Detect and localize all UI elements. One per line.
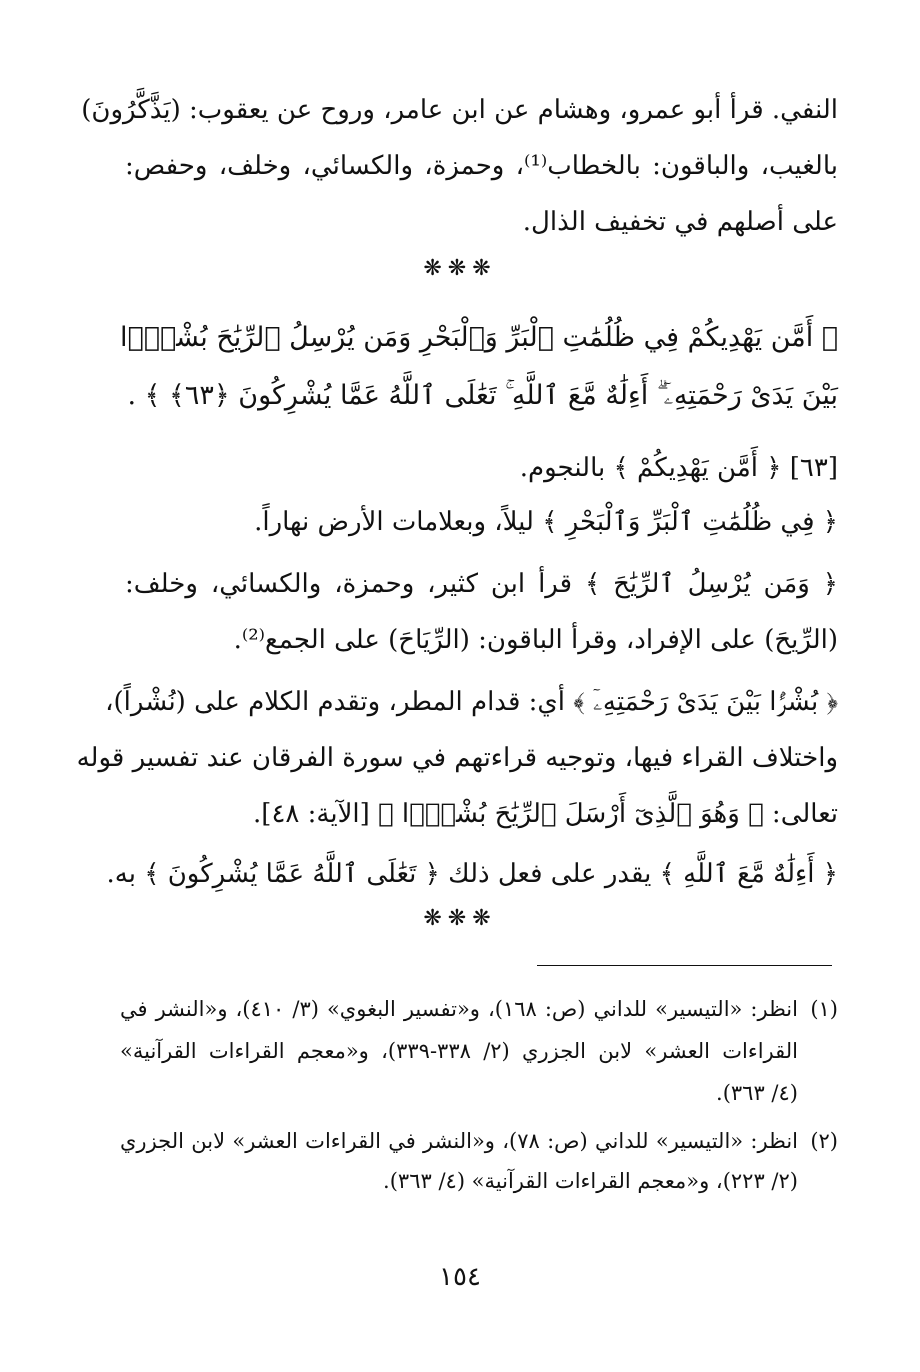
commentary-line-4: (الرِّيحَ) على الإفراد، وقرأ الباقون: (الرِّيَاحَ) على الجمع⁽²⁾. [233,625,838,655]
body-line-3: على أصلهم في تخفيف الذال. [522,207,838,237]
verse-line-2: بَيْنَ يَدَىْ رَحْمَتِهِۦٓ ۗ أَءِلَٰهٌ مَّعَ ٱللَّهِ ۚ تَعَٰلَى ٱللَّهُ عَمَّا يُشْرِكُونَ ﴿٦٣﴾ ﴾ . [127,380,838,411]
body-line-1: النفي. قرأ أبو عمرو، وهشام عن ابن عامر، وروح عن يعقوب: (يَذَّكَّرُونَ) [81,95,838,125]
footnote-number: (٢) [810,1129,838,1153]
footnote-line: انظر: «التيسير» للداني (ص: ٧٨)، و«النشر في القراءات العشر» لابن الجزري [120,1129,798,1153]
commentary-line-2: ﴿ فِي ظُلُمَٰتِ ٱلْبَرِّ وَٱلْبَحْرِ ﴾ ليلاً، وبعلامات الأرض نهاراً. [254,507,838,537]
section-separator: ❋❋❋ [423,906,497,931]
commentary-line-6: واختلاف القراء فيها، وتوجيه قراءتهم في سورة الفرقان عند تفسير قوله [76,743,838,773]
commentary-line-7: تعالى: ﴿ وَهُوَ ٱلَّذِىٓ أَرْسَلَ ٱلرِّيَٰحَ بُشْرًۢا ﴾ [الآية: ٤٨]. [253,799,838,829]
footnote-line: انظر: «التيسير» للداني (ص: ١٦٨)، و«تفسير البغوي» (٣/ ٤١٠)، و«النشر في [120,997,798,1021]
footnote-line: (٢/ ٢٢٣)، و«معجم القراءات القرآنية» (٤/ ٣٦٣). [383,1169,798,1193]
commentary-line-3: ﴿ وَمَن يُرْسِلُ ٱلرِّيَٰحَ ﴾ قرأ ابن كثير، وحمزة، والكسائي، وخلف: [125,569,838,599]
section-separator: ❋❋❋ [423,256,497,281]
body-line-2: بالغيب، والباقون: بالخطاب⁽¹⁾، وحمزة، والكسائي، وخلف، وحفص: [125,151,839,181]
page-number: ١٥٤ [439,1262,481,1292]
commentary-line-1: [٦٣] ﴿ أَمَّن يَهْدِيكُمْ ﴾ بالنجوم. [519,453,838,483]
footnote-separator [537,965,832,966]
commentary-line-8: ﴿ أَءِلَٰهٌ مَّعَ ٱللَّهِ ﴾ يقدر على فعل ذلك ﴿ تَعَٰلَى ٱللَّهُ عَمَّا يُشْرِكُونَ ﴾ به. [106,859,838,889]
footnote-number: (١) [810,997,838,1021]
commentary-line-5: ﴿ بُشْرًۢا بَيْنَ يَدَىْ رَحْمَتِهِۦٓ ﴾ أي: قدام المطر، وتقدم الكلام على (نُشْراً)، [105,687,838,717]
footnote-line: القراءات العشر» لابن الجزري (٢/ ٣٣٨-٣٣٩)، و«معجم القراءات القرآنية» [120,1039,798,1063]
footnote-line: (٤/ ٣٦٣). [716,1081,798,1105]
verse-line-1: ﴿ أَمَّن يَهْدِيكُمْ فِي ظُلُمَٰتِ ٱلْبَرِّ وَٱلْبَحْرِ وَمَن يُرْسِلُ ٱلرِّيَٰحَ بُشْرًۢا [120,322,838,353]
